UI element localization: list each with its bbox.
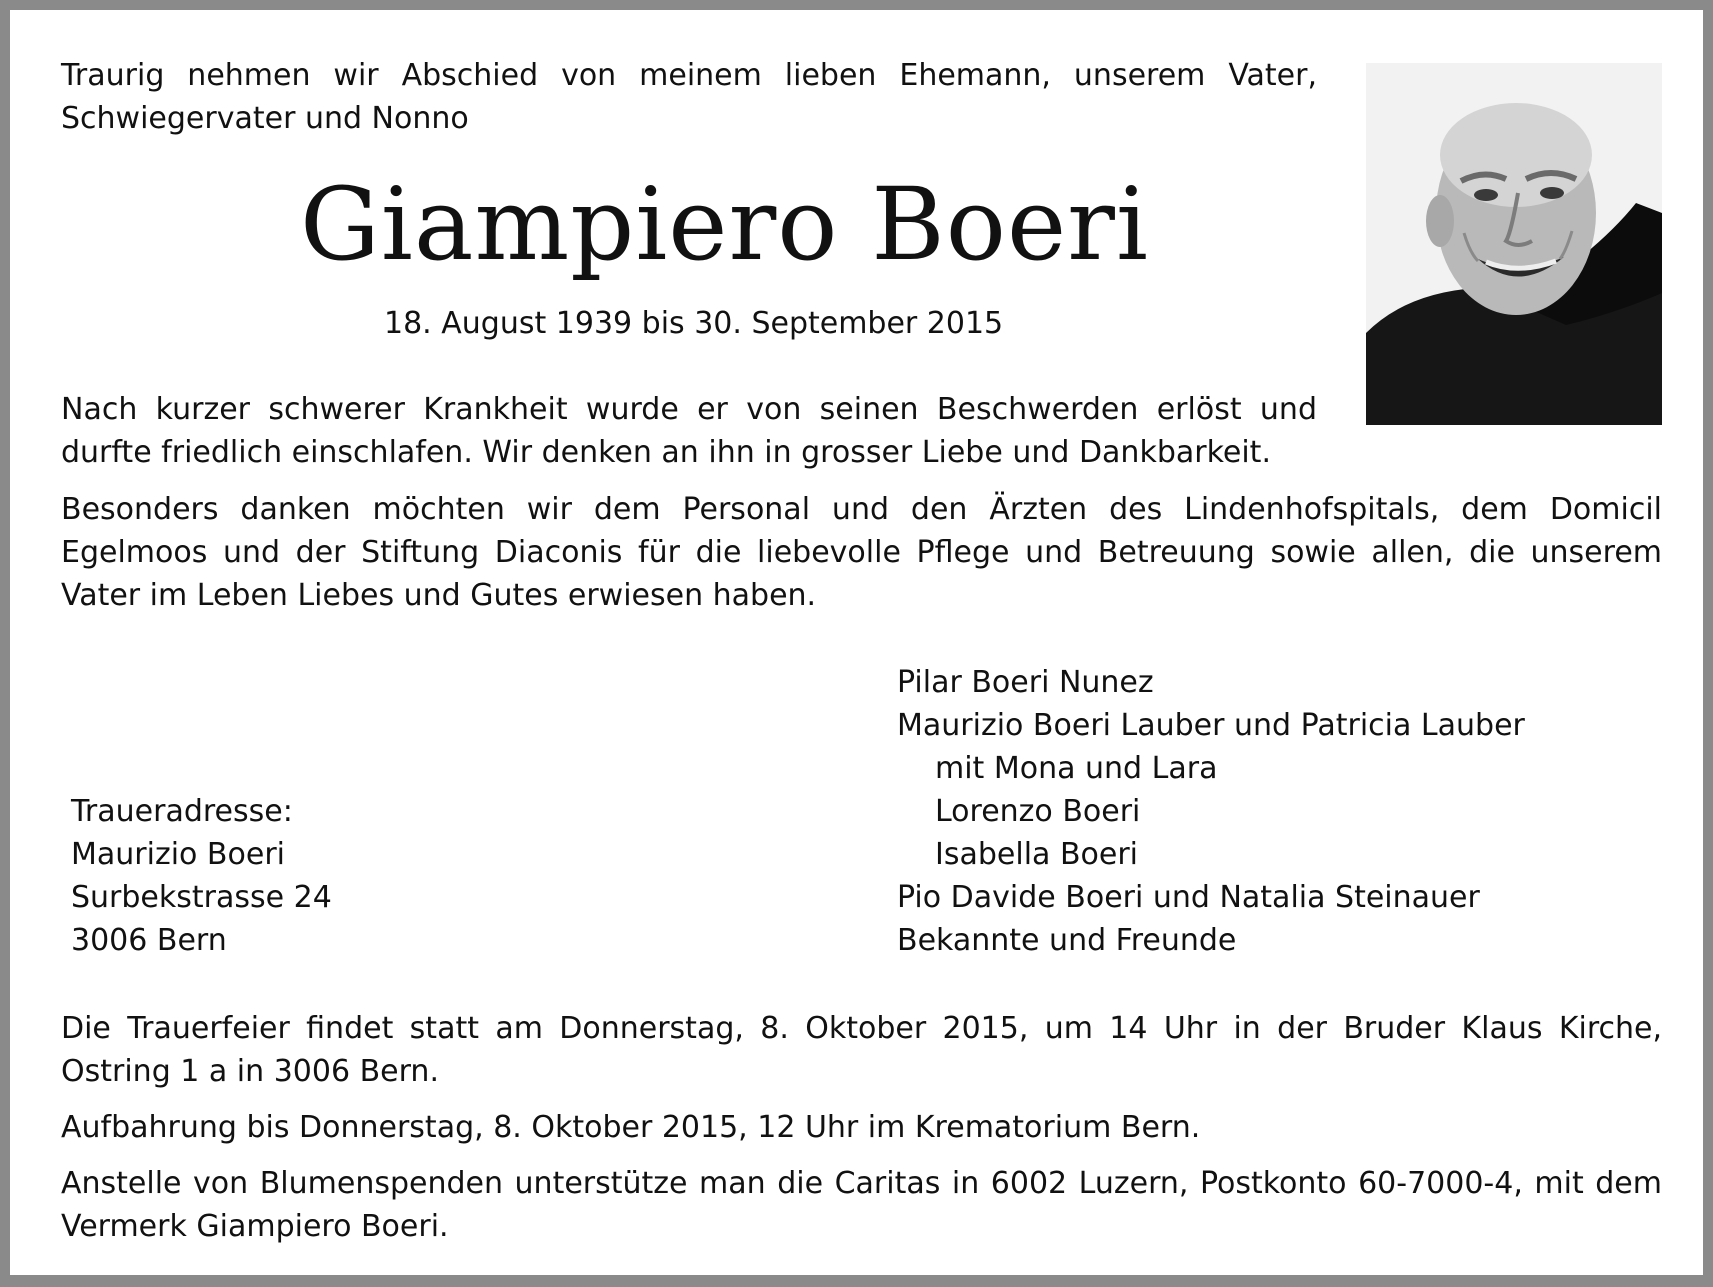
donation-text: Anstelle von Blumenspenden unterstütze man die Caritas in 6002 Luzern, Postkonto 60-7000-4, mit dem Vermerk Giampiero Boeri. (61, 1166, 1662, 1244)
deceased-name: Giampiero Boeri (300, 166, 1149, 283)
address-name: Maurizio Boeri (71, 837, 285, 872)
mourner-item: Isabella Boeri (935, 837, 1139, 872)
mourner-item: Lorenzo Boeri (935, 794, 1141, 829)
mourner-item: Pilar Boeri Nunez (897, 665, 1154, 700)
intro-text: Traurig nehmen wir Abschied von meinem lieben Ehemann, unserem Vater, Schwiegervater und Nonno (61, 58, 1317, 136)
mourners-list (897, 661, 1525, 962)
mourner-item: Maurizio Boeri Lauber und Patricia Lauber (897, 708, 1525, 743)
life-dates: 18. August 1939 bis 30. September 2015 (384, 306, 1004, 341)
viewing-text: Aufbahrung bis Donnerstag, 8. Oktober 2015, 12 Uhr im Krematorium Bern. (61, 1110, 1201, 1145)
address-city: 3006 Bern (71, 923, 227, 958)
portrait-photo (1366, 63, 1662, 425)
paragraph-illness: Nach kurzer schwerer Krankheit wurde er von seinen Beschwerden erlöst und durfte friedlich einschlafen. Wir denken an ihn in grosser Liebe und Dankbarkeit. (61, 392, 1317, 470)
paragraph-thanks: Besonders danken möchten wir dem Personal und den Ärzten des Lindenhofspitals, dem Domicil Egelmoos und der Stiftung Diaconis für die liebevolle Pflege und Betreuung sowie allen, die unserem Vater im Leben Liebes und Gutes erwiesen haben. (61, 492, 1662, 613)
address-label: Traueradresse: (71, 794, 293, 829)
funeral-service-text: Die Trauerfeier findet statt am Donnerstag, 8. Oktober 2015, um 14 Uhr in der Bruder Klaus Kirche, Ostring 1 a in 3006 Bern. (61, 1011, 1662, 1089)
address-street: Surbekstrasse 24 (71, 880, 332, 915)
mourner-item: Bekannte und Freunde (897, 923, 1237, 958)
mourning-address (71, 790, 332, 962)
mourner-item: mit Mona und Lara (935, 751, 1218, 786)
mourner-item: Pio Davide Boeri und Natalia Steinauer (897, 880, 1480, 915)
